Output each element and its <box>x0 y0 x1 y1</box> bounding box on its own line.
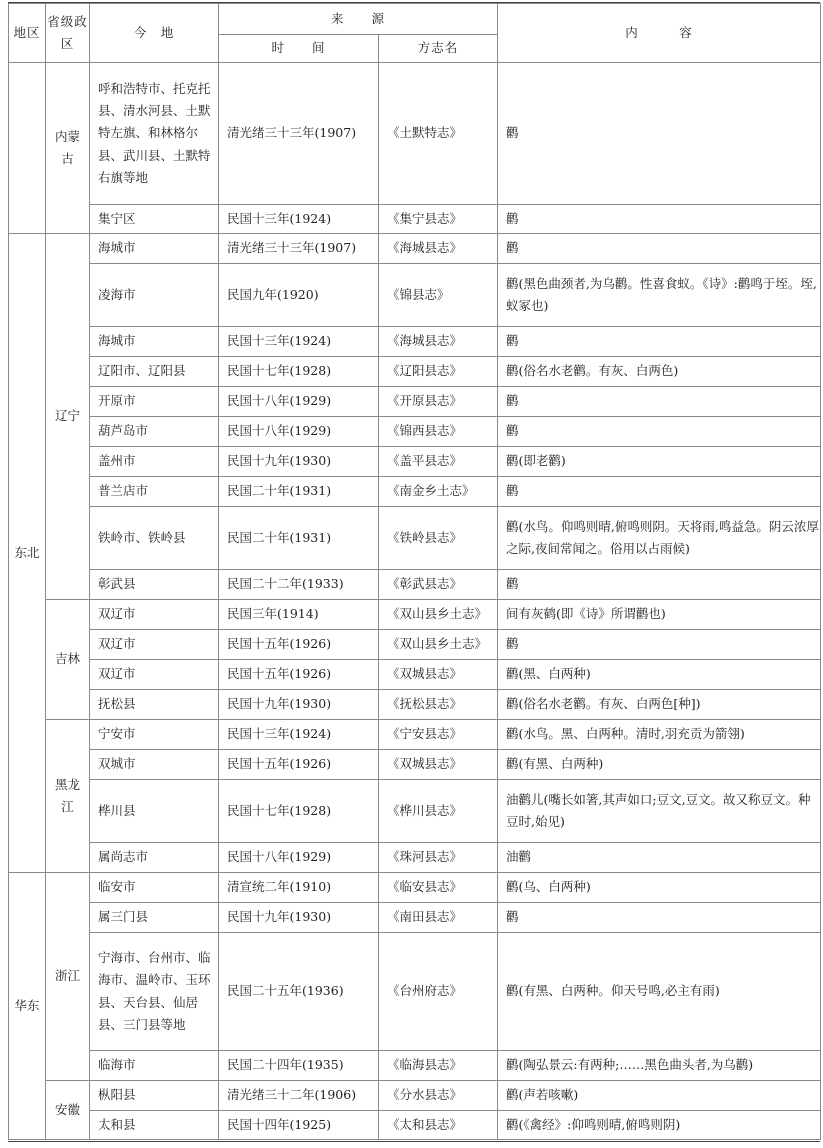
content-cell: 鹳(陶弘景云:有两种;……黑色曲头者,为乌鹳) <box>498 1051 821 1081</box>
place-cell: 双辽市 <box>90 600 219 630</box>
content-cell: 鹳 <box>498 630 821 660</box>
table-row <box>9 600 821 630</box>
province-cell: 黑龙江 <box>46 720 90 873</box>
table-row <box>9 477 821 507</box>
time-cell: 民国二十年(1931) <box>219 477 379 507</box>
content-cell: 间有灰鹤(即《诗》所谓鹳也) <box>498 600 821 630</box>
table-row <box>9 205 821 234</box>
table-row <box>9 690 821 720</box>
time-cell: 民国十九年(1930) <box>219 690 379 720</box>
gazetteer-stork-table <box>8 3 821 1140</box>
gazetteer-cell: 《抚松县志》 <box>379 690 498 720</box>
content-cell: 鹳 <box>498 387 821 417</box>
table-row <box>9 873 821 903</box>
region-cell <box>9 63 46 234</box>
place-cell: 开原市 <box>90 387 219 417</box>
place-cell: 铁岭市、铁岭县 <box>90 507 219 570</box>
gazetteer-cell: 《珠河县志》 <box>379 843 498 873</box>
content-cell: 鹳(有黑、白两种) <box>498 750 821 780</box>
table-row <box>9 933 821 1051</box>
place-cell: 属尚志市 <box>90 843 219 873</box>
table-row <box>9 1081 821 1111</box>
province-cell: 内蒙古 <box>46 63 90 234</box>
header-province: 省级政区 <box>46 4 90 63</box>
place-cell: 凌海市 <box>90 264 219 327</box>
place-cell: 枞阳县 <box>90 1081 219 1111</box>
gazetteer-cell: 《双城县志》 <box>379 660 498 690</box>
table-row <box>9 750 821 780</box>
province-cell: 辽宁 <box>46 234 90 600</box>
content-cell: 鹳 <box>498 63 821 205</box>
table-row <box>9 357 821 387</box>
header-place: 今 地 <box>90 4 219 63</box>
content-cell: 鹳(黑色曲颈者,为乌鹳。性喜食蚁。《诗》:鹳鸣于垤。垤,蚁冢也) <box>498 264 821 327</box>
content-cell: 鹳(有黑、白两种。仰天号鸣,必主有雨) <box>498 933 821 1051</box>
time-cell: 民国十四年(1925) <box>219 1111 379 1140</box>
table-row <box>9 903 821 933</box>
header-source: 来 源 <box>219 4 498 35</box>
gazetteer-cell: 《分水县志》 <box>379 1081 498 1111</box>
gazetteer-cell: 《宁安县志》 <box>379 720 498 750</box>
province-cell: 安徽 <box>46 1081 90 1140</box>
time-cell: 清光绪三十二年(1906) <box>219 1081 379 1111</box>
table-row <box>9 780 821 843</box>
table-row <box>9 417 821 447</box>
gazetteer-cell: 《临安县志》 <box>379 873 498 903</box>
table-row <box>9 327 821 357</box>
place-cell: 双城市 <box>90 750 219 780</box>
time-cell: 清宣统二年(1910) <box>219 873 379 903</box>
place-cell: 海城市 <box>90 327 219 357</box>
table-row <box>9 1051 821 1081</box>
gazetteer-cell: 《铁岭县志》 <box>379 507 498 570</box>
content-cell: 鹳 <box>498 903 821 933</box>
gazetteer-cell: 《土默特志》 <box>379 63 498 205</box>
content-cell: 鹳(声若咳嗽) <box>498 1081 821 1111</box>
time-cell: 民国二十年(1931) <box>219 507 379 570</box>
content-cell: 油鹳儿(嘴长如箸,其声如口;豆文,豆文。故又称豆文。种豆时,始见) <box>498 780 821 843</box>
table-row <box>9 234 821 264</box>
time-cell: 清光绪三十三年(1907) <box>219 63 379 205</box>
place-cell: 盖州市 <box>90 447 219 477</box>
time-cell: 民国九年(1920) <box>219 264 379 327</box>
place-cell: 辽阳市、辽阳县 <box>90 357 219 387</box>
time-cell: 民国十五年(1926) <box>219 660 379 690</box>
gazetteer-cell: 《太和县志》 <box>379 1111 498 1140</box>
content-cell: 鹳 <box>498 205 821 234</box>
time-cell: 民国二十五年(1936) <box>219 933 379 1051</box>
table-row <box>9 387 821 417</box>
table-row <box>9 1111 821 1140</box>
time-cell: 民国十九年(1930) <box>219 903 379 933</box>
place-cell: 葫芦岛市 <box>90 417 219 447</box>
content-cell: 鹳 <box>498 327 821 357</box>
content-cell: 鹳(《禽经》:仰鸣则晴,俯鸣则阴) <box>498 1111 821 1140</box>
place-cell: 临海市 <box>90 1051 219 1081</box>
content-cell: 鹳(乌、白两种) <box>498 873 821 903</box>
region-cell: 东北 <box>9 234 46 873</box>
gazetteer-cell: 《双山县乡土志》 <box>379 600 498 630</box>
time-cell: 民国十八年(1929) <box>219 387 379 417</box>
time-cell: 民国十九年(1930) <box>219 447 379 477</box>
province-cell: 浙江 <box>46 873 90 1081</box>
header-region: 地区 <box>9 4 46 63</box>
time-cell: 民国二十二年(1933) <box>219 570 379 600</box>
gazetteer-cell: 《南金乡土志》 <box>379 477 498 507</box>
content-cell: 鹳(黑、白两种) <box>498 660 821 690</box>
gazetteer-cell: 《海城县志》 <box>379 327 498 357</box>
table-row <box>9 264 821 327</box>
table-row <box>9 630 821 660</box>
table-row <box>9 660 821 690</box>
gazetteer-cell: 《锦西县志》 <box>379 417 498 447</box>
province-cell: 吉林 <box>46 600 90 720</box>
place-cell: 普兰店市 <box>90 477 219 507</box>
content-cell: 鹳 <box>498 417 821 447</box>
content-cell: 鹳(俗名水老鹳。有灰、白两色[种]) <box>498 690 821 720</box>
content-cell: 鹳(俗名水老鹳。有灰、白两色) <box>498 357 821 387</box>
place-cell: 集宁区 <box>90 205 219 234</box>
gazetteer-cell: 《桦川县志》 <box>379 780 498 843</box>
time-cell: 清光绪三十三年(1907) <box>219 234 379 264</box>
time-cell: 民国十八年(1929) <box>219 843 379 873</box>
content-cell: 鹳(即老鹳) <box>498 447 821 477</box>
place-cell: 呼和浩特市、托克托县、清水河县、土默特左旗、和林格尔县、武川县、土默特右旗等地 <box>90 63 219 205</box>
time-cell: 民国十三年(1924) <box>219 205 379 234</box>
content-cell: 油鹳 <box>498 843 821 873</box>
place-cell: 临安市 <box>90 873 219 903</box>
gazetteer-cell: 《南田县志》 <box>379 903 498 933</box>
table-row <box>9 507 821 570</box>
time-cell: 民国十七年(1928) <box>219 780 379 843</box>
content-cell: 鹳(水鸟。黑、白两种。清时,羽充贡为箭翎) <box>498 720 821 750</box>
time-cell: 民国三年(1914) <box>219 600 379 630</box>
table-row <box>9 570 821 600</box>
content-cell: 鹳 <box>498 477 821 507</box>
time-cell: 民国十五年(1926) <box>219 630 379 660</box>
header-gazetteer: 方志名 <box>379 35 498 63</box>
place-cell: 宁安市 <box>90 720 219 750</box>
table-row <box>9 720 821 750</box>
header-time: 时 间 <box>219 35 379 63</box>
place-cell: 彰武县 <box>90 570 219 600</box>
gazetteer-cell: 《双山县乡土志》 <box>379 630 498 660</box>
table-body <box>9 4 821 1140</box>
region-cell: 华东 <box>9 873 46 1140</box>
place-cell: 宁海市、台州市、临海市、温岭市、玉环县、天台县、仙居县、三门县等地 <box>90 933 219 1051</box>
gazetteer-cell: 《临海县志》 <box>379 1051 498 1081</box>
header-content: 内 容 <box>498 4 821 63</box>
gazetteer-cell: 《彰武县志》 <box>379 570 498 600</box>
gazetteer-cell: 《开原县志》 <box>379 387 498 417</box>
gazetteer-cell: 《台州府志》 <box>379 933 498 1051</box>
place-cell: 桦川县 <box>90 780 219 843</box>
content-cell: 鹳 <box>498 234 821 264</box>
place-cell: 双辽市 <box>90 630 219 660</box>
gazetteer-cell: 《盖平县志》 <box>379 447 498 477</box>
content-cell: 鹳 <box>498 570 821 600</box>
place-cell: 海城市 <box>90 234 219 264</box>
gazetteer-cell: 《辽阳县志》 <box>379 357 498 387</box>
time-cell: 民国十八年(1929) <box>219 417 379 447</box>
content-cell: 鹳(水鸟。仰鸣则晴,俯鸣则阴。天将雨,鸣益急。阴云浓厚之际,夜间常闻之。俗用以占雨候) <box>498 507 821 570</box>
table-bottom-rule <box>8 1141 820 1142</box>
time-cell: 民国十七年(1928) <box>219 357 379 387</box>
time-cell: 民国十五年(1926) <box>219 750 379 780</box>
time-cell: 民国二十四年(1935) <box>219 1051 379 1081</box>
place-cell: 抚松县 <box>90 690 219 720</box>
place-cell: 属三门县 <box>90 903 219 933</box>
gazetteer-cell: 《锦县志》 <box>379 264 498 327</box>
time-cell: 民国十三年(1924) <box>219 720 379 750</box>
table-row <box>9 447 821 477</box>
place-cell: 双辽市 <box>90 660 219 690</box>
time-cell: 民国十三年(1924) <box>219 327 379 357</box>
place-cell: 太和县 <box>90 1111 219 1140</box>
table-row <box>9 63 821 205</box>
gazetteer-cell: 《集宁县志》 <box>379 205 498 234</box>
gazetteer-cell: 《海城县志》 <box>379 234 498 264</box>
gazetteer-cell: 《双城县志》 <box>379 750 498 780</box>
table-row <box>9 843 821 873</box>
